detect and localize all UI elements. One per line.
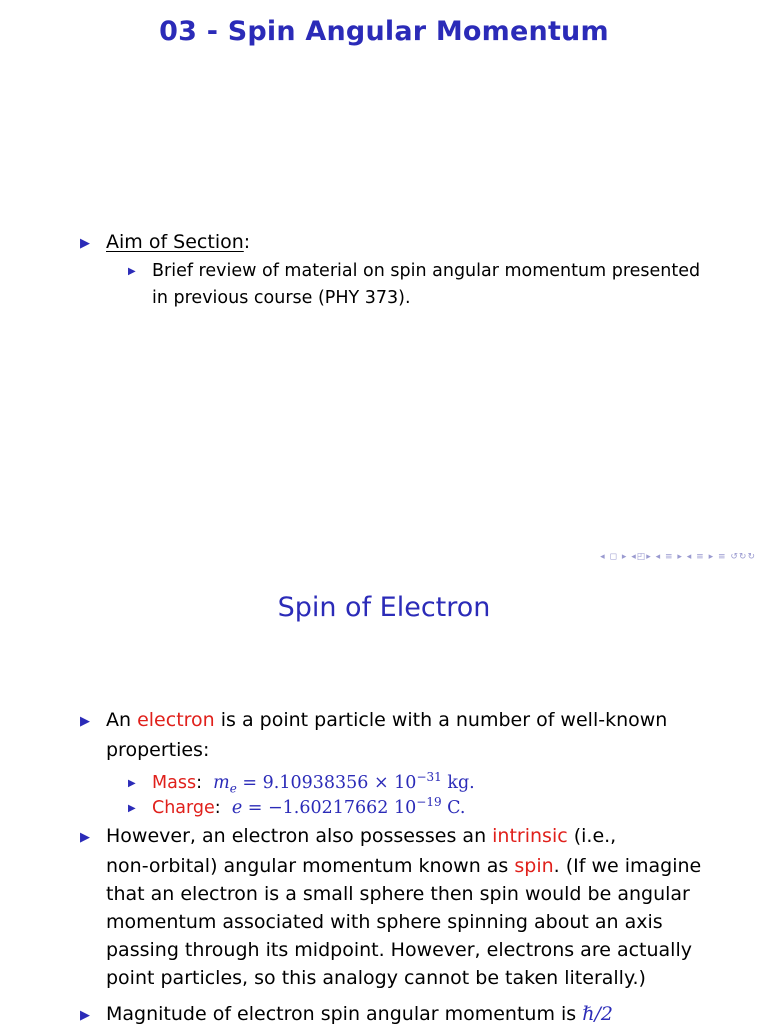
mass-formula: $m_e = 9.10938356 \times 10^{-31}$ kg.	[213, 770, 475, 796]
bullet-spin-intrinsic: ▶ However, an electron also possesses an intrinsic (i.e., non-orbital) angular momentum known as spin. (If we imagine that an electron is a small sphere then spin would be angular momentum associated with sphere spinning about an axis passing through its midpoint. However, electrons are actually point particles, so this analogy cannot be taken literally.)	[80, 825, 702, 989]
sub-bullet-charge: ▶ Charge: e = −1.60217662 $10^{-19}$ C.	[128, 789, 466, 822]
spin-highlight: spin	[514, 855, 554, 877]
bullet-triangle-icon: ▶	[80, 1008, 90, 1023]
sub-bullet-aim-text: ▶ Brief review of material on spin angular momentum presented in previous course (PHY 373).	[128, 261, 701, 308]
sub-bullet-triangle-icon: ▶	[128, 266, 136, 277]
bullet-triangle-icon: ▶	[80, 236, 90, 251]
bullet-electron: ▶ An electron is a point particle with a number of well-known properties:	[80, 709, 668, 761]
navigation-icons[interactable]: ◂ ◻ ▸ ◂◰▸ ◂ ≡ ▸ ◂ ≡ ▸ ≡ ↺↻↻	[600, 552, 756, 562]
bullet-aim: ▶ Aim of Section:	[80, 228, 250, 258]
slide-2	[0, 576, 768, 1024]
bullet-triangle-icon: ▶	[80, 714, 90, 729]
intrinsic-highlight: intrinsic	[492, 825, 568, 847]
bullet-triangle-icon: ▶	[80, 830, 90, 845]
sub-bullet-triangle-icon: ▶	[128, 802, 136, 814]
bullet-spin-magnitude: ▶ Magnitude of electron spin angular momentum is ℏ/2	[80, 1000, 613, 1024]
beamer-navigation[interactable]	[600, 552, 756, 562]
slide-2-title: Spin of Electron	[277, 592, 491, 623]
charge-formula: e = −1.60217662 $10^{-19}$ C.	[231, 795, 466, 818]
sub-bullet-triangle-icon: ▶	[128, 777, 136, 789]
slide-1-title: 03 - Spin Angular Momentum	[159, 16, 609, 47]
sub-bullet-mass: ▶ Mass: $m_e = 9.10938356 \times 10^{-31}$ kg.	[128, 770, 475, 796]
electron-highlight: electron	[137, 709, 215, 731]
aim-label: Aim of Section	[106, 231, 244, 253]
hbar-over-2: ℏ/2	[582, 1003, 613, 1024]
